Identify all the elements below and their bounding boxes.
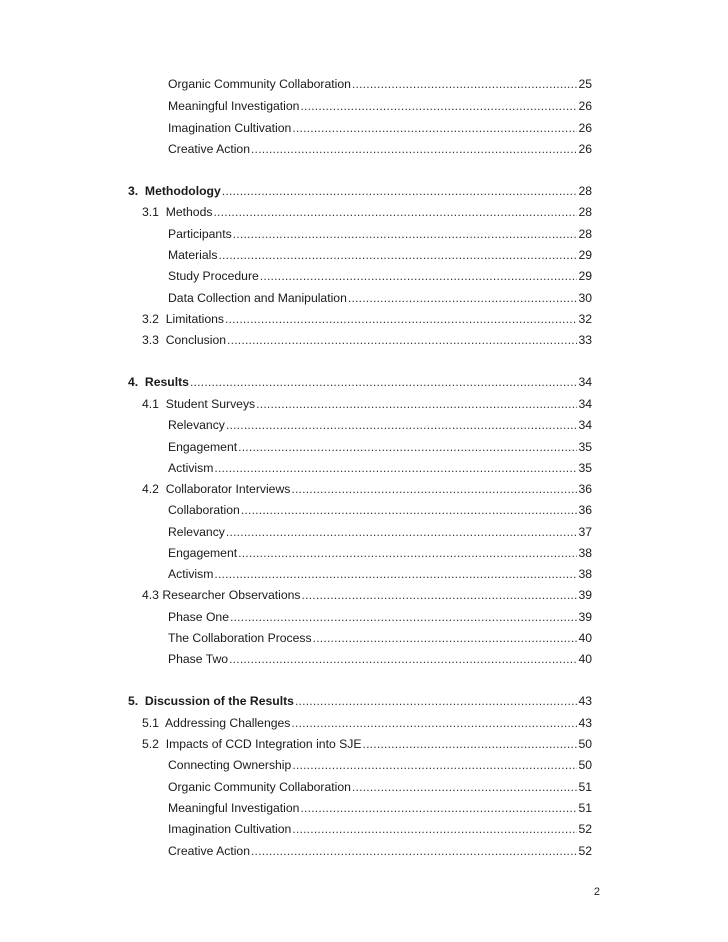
toc-entry-label: 4.3 Researcher Observations bbox=[142, 588, 301, 602]
toc-entry-page: 28 bbox=[578, 184, 592, 198]
toc-entry bbox=[168, 819, 592, 837]
toc-dot-leader bbox=[300, 98, 577, 114]
toc-entry-label: The Collaboration Process bbox=[168, 631, 312, 645]
toc-entry-label: Engagement bbox=[168, 440, 238, 454]
toc-entry-page: 28 bbox=[578, 227, 592, 241]
toc-dot-leader bbox=[300, 800, 577, 816]
toc-entry bbox=[168, 500, 592, 518]
toc-dot-leader bbox=[292, 120, 577, 136]
toc-entry bbox=[168, 841, 592, 859]
toc-entry bbox=[168, 139, 592, 157]
toc-entry-page: 28 bbox=[578, 205, 592, 219]
toc-entry-label: Activism bbox=[168, 567, 214, 581]
toc-entry bbox=[128, 372, 592, 390]
toc-entry-label: Creative Action bbox=[168, 142, 250, 156]
toc-entry-label: Relevancy bbox=[168, 525, 225, 539]
toc-dot-leader bbox=[295, 693, 578, 709]
toc-dot-leader bbox=[256, 396, 577, 412]
toc-entry bbox=[168, 74, 592, 92]
toc-entry bbox=[168, 288, 592, 306]
toc-dot-leader bbox=[292, 757, 577, 773]
toc-entry bbox=[168, 96, 592, 114]
toc-dot-leader bbox=[213, 204, 577, 220]
toc-entry bbox=[168, 458, 592, 476]
toc-dot-leader bbox=[241, 502, 578, 518]
toc-entry-label: 3.2 Limitations bbox=[142, 312, 224, 326]
toc-entry bbox=[168, 755, 592, 773]
toc-entry-page: 26 bbox=[578, 121, 592, 135]
toc-entry-page: 29 bbox=[578, 248, 592, 262]
toc-entry-page: 30 bbox=[578, 291, 592, 305]
toc-entry-page: 35 bbox=[578, 461, 592, 475]
toc-dot-leader bbox=[214, 460, 577, 476]
toc-entry-page: 43 bbox=[578, 716, 592, 730]
toc-entry-label: Participants bbox=[168, 227, 232, 241]
toc-dot-leader bbox=[251, 141, 577, 157]
toc-entry bbox=[142, 309, 592, 327]
toc-entry-page: 38 bbox=[578, 567, 592, 581]
toc-dot-leader bbox=[222, 183, 578, 199]
toc-entry-label: 4. Results bbox=[128, 375, 189, 389]
toc-entry-label: Meaningful Investigation bbox=[168, 801, 300, 815]
toc-entry-label: Phase One bbox=[168, 610, 229, 624]
toc-dot-leader bbox=[229, 651, 577, 667]
toc-entry bbox=[142, 713, 592, 731]
toc-entry-label: Imagination Cultivation bbox=[168, 822, 292, 836]
toc-entry-page: 34 bbox=[578, 418, 592, 432]
toc-dot-leader bbox=[352, 76, 578, 92]
toc-dot-leader bbox=[218, 247, 577, 263]
toc-dot-leader bbox=[238, 439, 577, 455]
toc-entry-page: 51 bbox=[578, 801, 592, 815]
toc-entry-page: 40 bbox=[578, 652, 592, 666]
toc-entry-page: 38 bbox=[578, 546, 592, 560]
toc-dot-leader bbox=[313, 630, 578, 646]
toc-entry-label: Imagination Cultivation bbox=[168, 121, 292, 135]
toc-entry-label: Collaboration bbox=[168, 503, 240, 517]
toc-entry-page: 34 bbox=[578, 375, 592, 389]
toc-entry bbox=[128, 181, 592, 199]
toc-entry bbox=[168, 649, 592, 667]
toc-entry bbox=[168, 543, 592, 561]
toc-entry-label: Engagement bbox=[168, 546, 238, 560]
toc-entry bbox=[168, 266, 592, 284]
toc-entry-page: 40 bbox=[578, 631, 592, 645]
toc-entry-label: Activism bbox=[168, 461, 214, 475]
toc-entry-label: 5. Discussion of the Results bbox=[128, 694, 294, 708]
toc-entry-label: 4.2 Collaborator Interviews bbox=[142, 482, 291, 496]
toc-entry-label: Phase Two bbox=[168, 652, 229, 666]
toc-entry-label: 3. Methodology bbox=[128, 184, 221, 198]
toc-entry-page: 52 bbox=[578, 844, 592, 858]
page-number: 2 bbox=[593, 886, 600, 898]
toc-dot-leader bbox=[352, 779, 578, 795]
toc-entry bbox=[142, 734, 592, 752]
toc-entry-page: 36 bbox=[578, 482, 592, 496]
toc-entry-label: Materials bbox=[168, 248, 218, 262]
toc-entry-label: 4.1 Student Surveys bbox=[142, 397, 256, 411]
toc-dot-leader bbox=[226, 524, 578, 540]
toc-entry bbox=[128, 691, 592, 709]
toc-entry bbox=[142, 394, 592, 412]
toc-dot-leader bbox=[291, 481, 577, 497]
toc-dot-leader bbox=[230, 609, 577, 625]
toc-entry-page: 25 bbox=[578, 77, 592, 91]
toc-dot-leader bbox=[190, 374, 577, 390]
toc-entry bbox=[142, 202, 592, 220]
toc-entry-label: Organic Community Collaboration bbox=[168, 77, 351, 91]
toc-entry-label: Relevancy bbox=[168, 418, 225, 432]
toc-dot-leader bbox=[251, 843, 577, 859]
toc-entry-page: 52 bbox=[578, 822, 592, 836]
toc-dot-leader bbox=[233, 226, 578, 242]
toc-entry bbox=[168, 564, 592, 582]
toc-entry-label: Study Procedure bbox=[168, 269, 259, 283]
toc-entry-label: 5.2 Impacts of CCD Integration into SJE bbox=[142, 737, 362, 751]
toc-entry-page: 33 bbox=[578, 333, 592, 347]
toc-entry-page: 35 bbox=[578, 440, 592, 454]
toc-dot-leader bbox=[214, 566, 577, 582]
toc-dot-leader bbox=[348, 290, 578, 306]
toc-entry-label: 3.3 Conclusion bbox=[142, 333, 227, 347]
toc-entry-page: 29 bbox=[578, 269, 592, 283]
toc-entry bbox=[168, 522, 592, 540]
toc-entry bbox=[168, 607, 592, 625]
toc-entry bbox=[168, 798, 592, 816]
toc-entry-page: 39 bbox=[578, 610, 592, 624]
toc-entry bbox=[168, 628, 592, 646]
toc-entry-page: 50 bbox=[578, 758, 592, 772]
toc-dot-leader bbox=[291, 715, 577, 731]
toc-entry bbox=[142, 585, 592, 603]
toc-entry-label: Meaningful Investigation bbox=[168, 99, 300, 113]
toc-entry-page: 51 bbox=[578, 780, 592, 794]
toc-entry-label: Data Collection and Manipulation bbox=[168, 291, 347, 305]
toc-entry bbox=[168, 437, 592, 455]
toc-entry-label: Connecting Ownership bbox=[168, 758, 292, 772]
toc-entry-label: Creative Action bbox=[168, 844, 250, 858]
toc-dot-leader bbox=[302, 587, 578, 603]
toc-entry-page: 32 bbox=[578, 312, 592, 326]
toc-entry bbox=[168, 224, 592, 242]
toc-entry bbox=[168, 118, 592, 136]
toc-entry bbox=[168, 245, 592, 263]
toc-entry bbox=[142, 479, 592, 497]
toc-entry bbox=[168, 777, 592, 795]
toc-dot-leader bbox=[260, 268, 578, 284]
toc-entry-page: 39 bbox=[578, 588, 592, 602]
toc-entry-page: 26 bbox=[578, 99, 592, 113]
toc-entry-label: 5.1 Addressing Challenges bbox=[142, 716, 291, 730]
toc-entry-page: 36 bbox=[578, 503, 592, 517]
toc-entry-page: 50 bbox=[578, 737, 592, 751]
toc-entry-label: 3.1 Methods bbox=[142, 205, 213, 219]
toc-entry-page: 43 bbox=[578, 694, 592, 708]
toc-entry bbox=[142, 330, 592, 348]
toc-dot-leader bbox=[225, 311, 577, 327]
toc-entry bbox=[168, 415, 592, 433]
toc-dot-leader bbox=[292, 821, 577, 837]
toc-dot-leader bbox=[238, 545, 577, 561]
toc-dot-leader bbox=[227, 332, 577, 348]
toc-entry-page: 34 bbox=[578, 397, 592, 411]
toc-dot-leader bbox=[362, 736, 577, 752]
toc-entry-page: 26 bbox=[578, 142, 592, 156]
toc-entry-page: 37 bbox=[578, 525, 592, 539]
toc-entry-label: Organic Community Collaboration bbox=[168, 780, 351, 794]
toc-dot-leader bbox=[226, 417, 578, 433]
